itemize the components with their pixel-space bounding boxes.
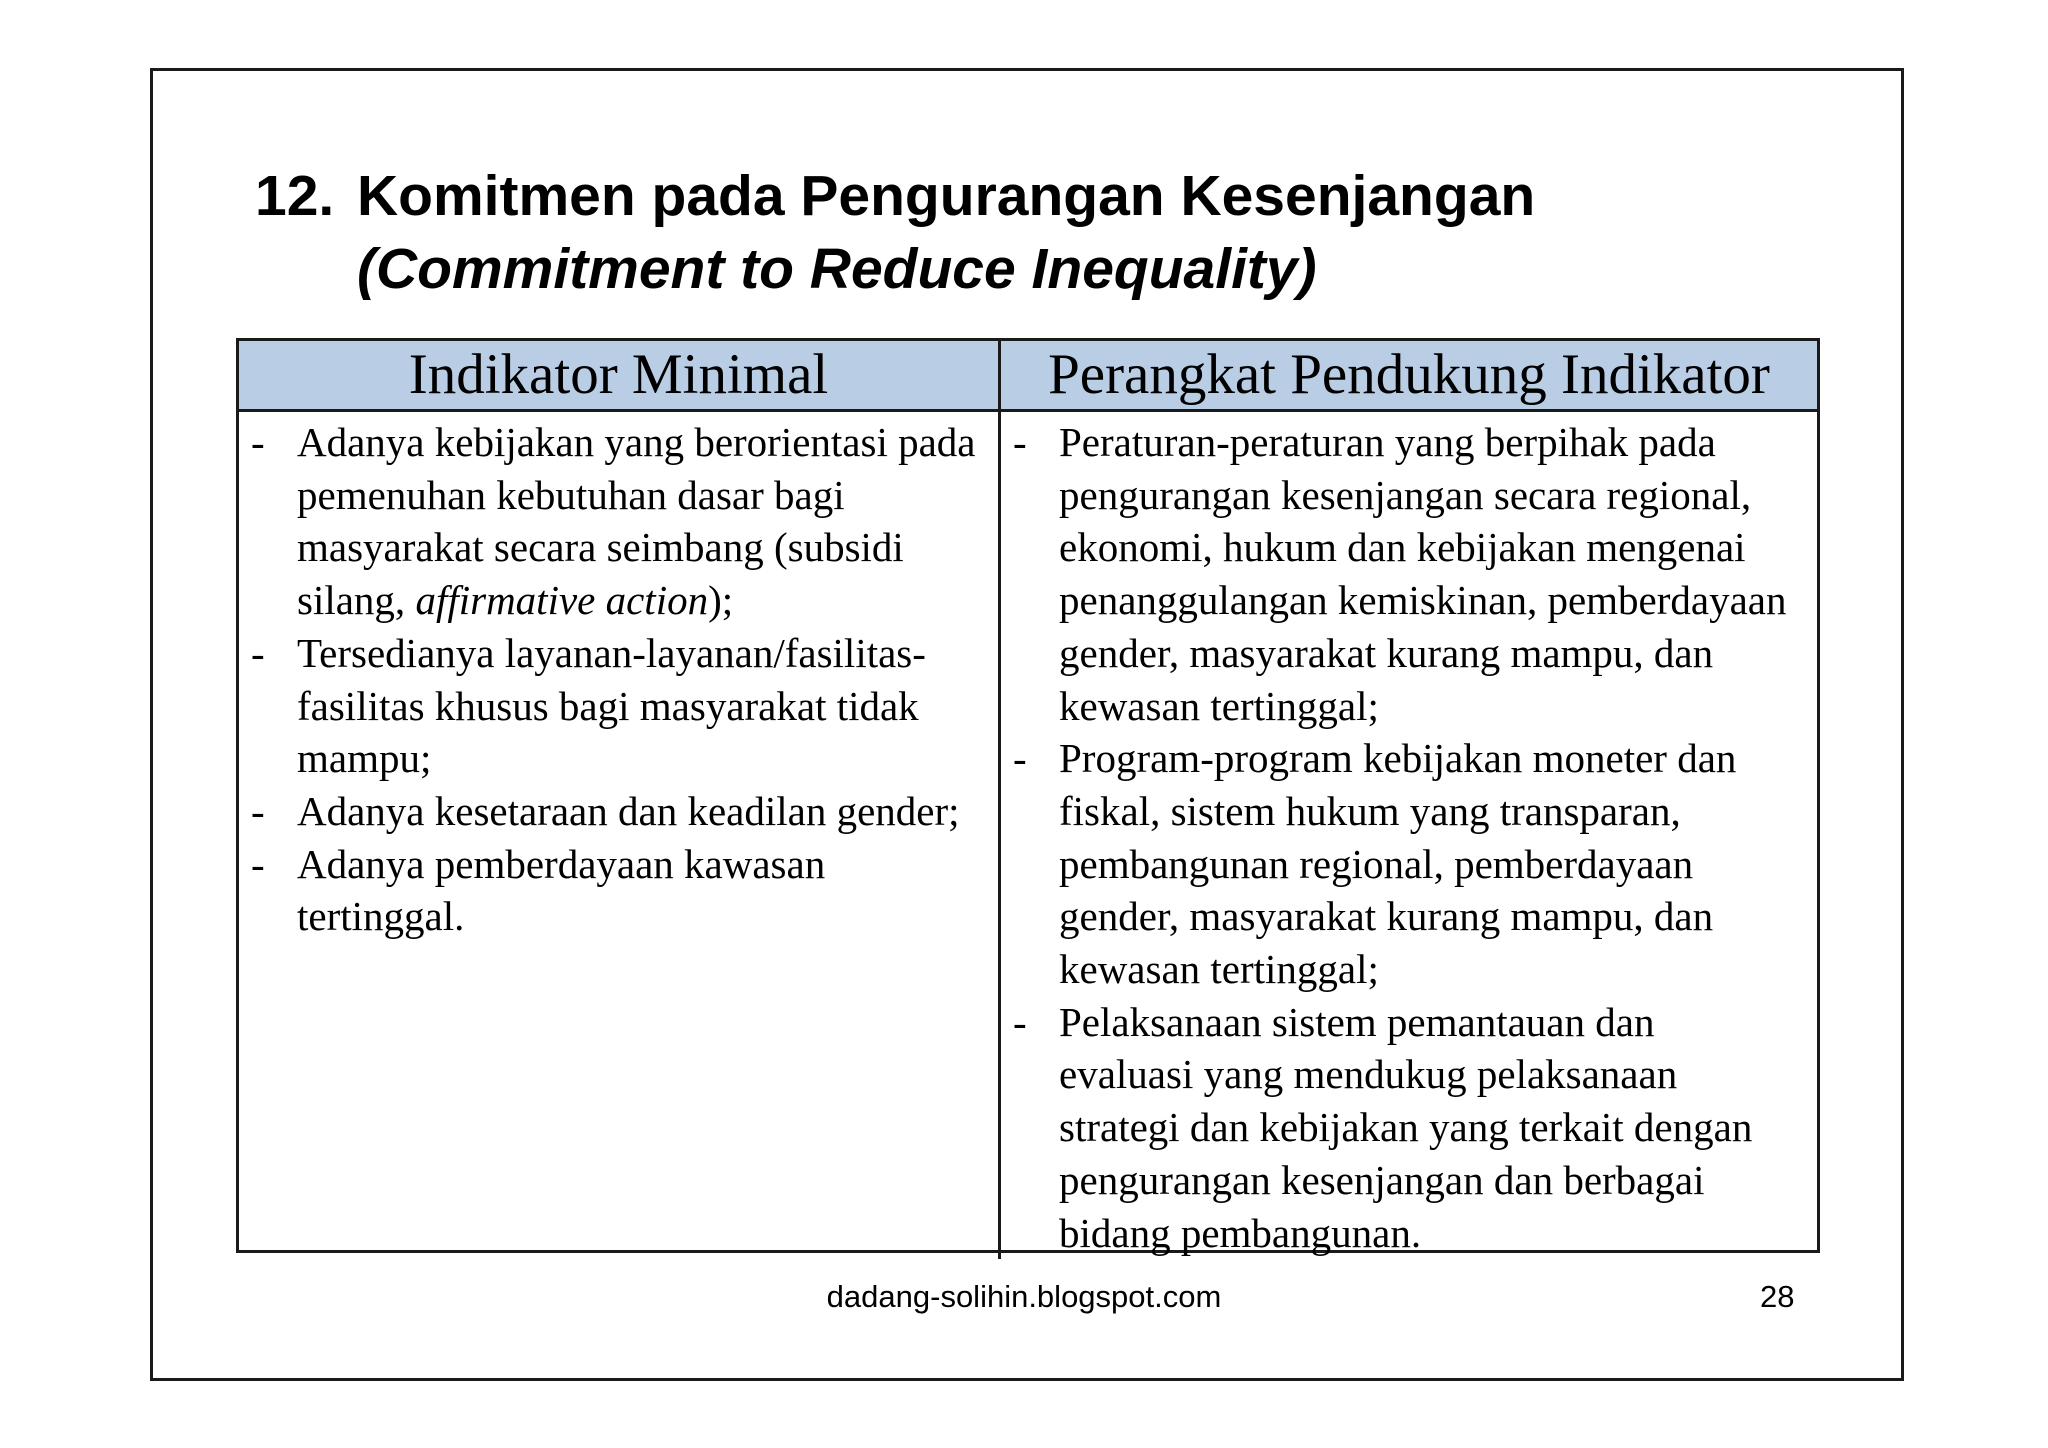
- title-main-line: [255, 160, 1535, 233]
- list-item: [1013, 416, 1799, 732]
- page-number: 28: [1760, 1279, 1795, 1314]
- item-text: Adanya kesetaraan dan keadilan gender;: [297, 787, 960, 834]
- item-italic-text: affirmative action: [415, 577, 709, 624]
- cell-perangkat-pendukung: [1001, 412, 1817, 1259]
- header-indikator-minimal: Indikator Minimal: [239, 341, 1001, 409]
- item-text: Adanya kebijakan yang berorientasi pada pemenuhan kebutuhan dasar bagi masyarakat secara seimbang (subsidi silang,: [297, 419, 976, 624]
- bullet-dash: -: [1013, 735, 1027, 782]
- bullet-dash: -: [251, 629, 265, 676]
- item-text: Program-program kebijakan moneter dan fiskal, sistem hukum yang transparan, pembangunan regional, pemberdayaan gender, masyarakat kurang mampu, dan kewasan tertinggal;: [1059, 735, 1737, 993]
- indicator-table: [236, 338, 1820, 1256]
- list-item: [251, 785, 980, 838]
- table-header-row: [239, 341, 1817, 412]
- item-text: Peraturan-peraturan yang berpihak pada pengurangan kesenjangan secara regional, ekonomi, hukum dan kebijakan mengenai penanggulangan kemiskinan, pemberdayaan gender, masyarakat kurang mampu, dan kewasan tertinggal;: [1059, 419, 1787, 729]
- list-item: [251, 416, 980, 627]
- cell-indikator-minimal: [239, 412, 1001, 1259]
- bullet-dash: -: [251, 419, 265, 465]
- bullet-dash: -: [251, 840, 265, 887]
- item-text-end: );: [708, 577, 734, 624]
- title-number: 12.: [255, 164, 335, 228]
- footer-site-url: dadang-solihin.blogspot.com: [826, 1279, 1222, 1314]
- item-text: Adanya pemberdayaan kawasan tertinggal.: [297, 840, 826, 940]
- list-item: [251, 627, 980, 785]
- title-main: Komitmen pada Pengurangan Kesenjangan: [357, 164, 1536, 228]
- bullet-dash: -: [251, 787, 265, 834]
- list-item: [1013, 996, 1799, 1260]
- bullet-dash: -: [1013, 998, 1027, 1045]
- item-text: Tersedianya layanan-layanan/fasilitas-fasilitas khusus bagi masyarakat tidak mampu;: [297, 629, 926, 782]
- indikator-list: [239, 412, 998, 943]
- bullet-dash: -: [1013, 419, 1027, 465]
- perangkat-list: [1001, 412, 1817, 1259]
- slide-title: [255, 160, 1535, 306]
- list-item: [251, 838, 980, 943]
- list-item: [1013, 732, 1799, 996]
- table-body-row: [239, 412, 1817, 1259]
- item-text: Pelaksanaan sistem pemantauan dan evaluasi yang mendukug pelaksanaan strategi dan kebijakan yang terkait dengan pengurangan kesenjangan dan berbagai bidang pembangunan.: [1059, 998, 1753, 1256]
- header-perangkat-pendukung: Perangkat Pendukung Indikator: [1048, 343, 1770, 406]
- title-subtitle: (Commitment to Reduce Inequality): [357, 237, 1317, 301]
